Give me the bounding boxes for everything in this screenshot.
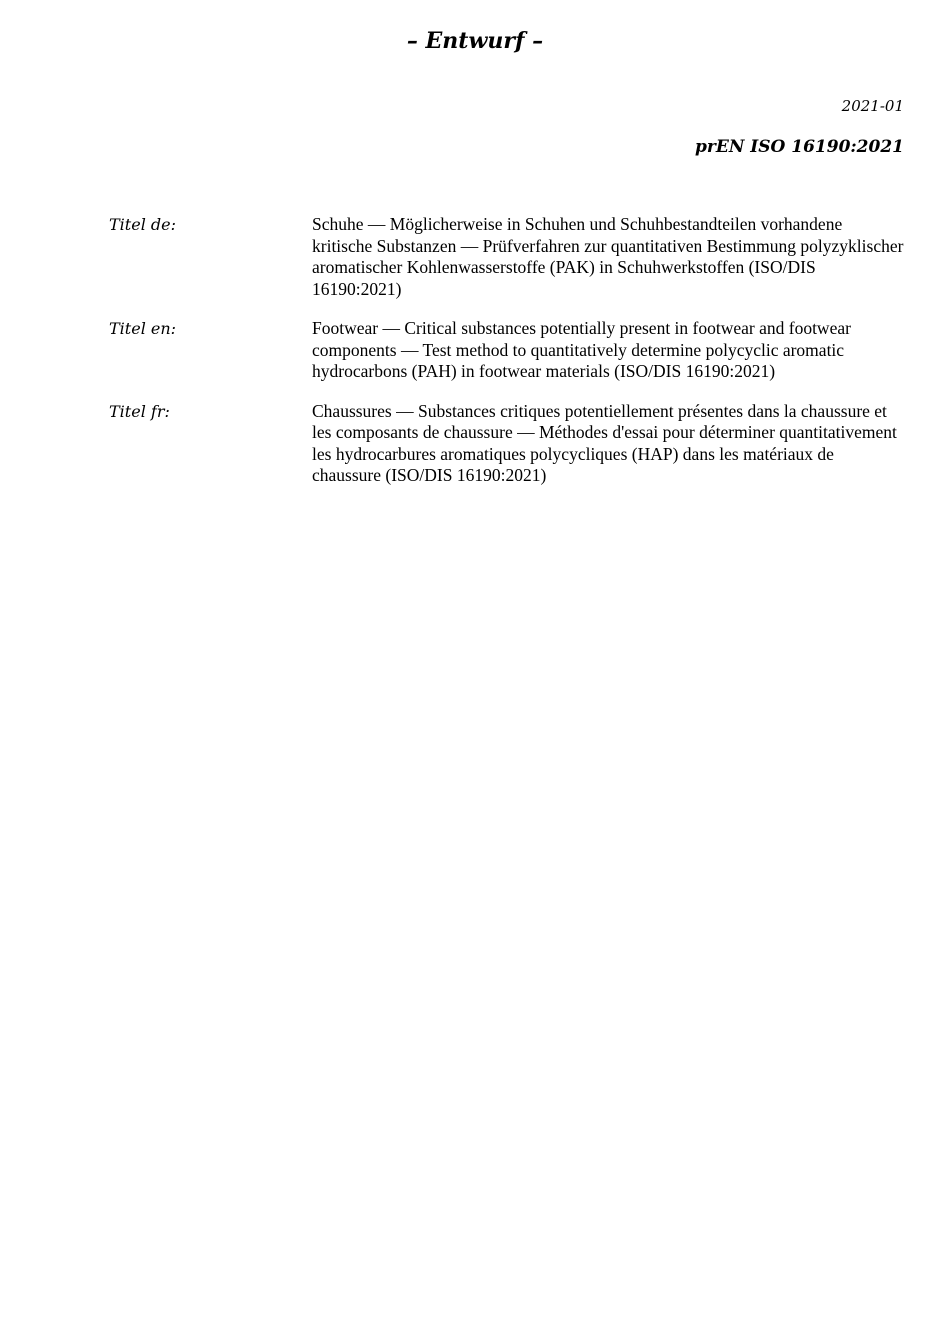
title-label-en: Titel en: (109, 319, 177, 338)
title-row-fr (109, 401, 904, 487)
title-text-de: Schuhe — Möglicherweise in Schuhen und Schuhbestandteilen vorhandene kritische Substanzen — Prüfverfahren zur quantitativen Bestimmung polyzyklischer aromatischer Kohlenwasserstoffe (PAK) in Schuhwerkstoffen (ISO/DIS 16190:2021) (312, 214, 904, 299)
draft-heading: – Entwurf – (406, 28, 544, 54)
title-label-fr: Titel fr: (109, 401, 170, 421)
title-table (109, 214, 904, 505)
title-text-en: Footwear — Critical substances potentially present in footwear and footwear components — Test method to quantitatively determine polycyclic aromatic hydrocarbons (PAH) in footwear materials (ISO/DIS 16190:2021) (312, 318, 851, 381)
title-label-de: Titel de: (109, 215, 176, 234)
title-row-en (109, 318, 904, 383)
title-text-fr: Chaussures — Substances critiques potentiellement présentes dans la chaussure et les composants de chaussure — Méthodes d'essai pour déterminer quantitativement les hydrocarbures aromatiques polycycliques (HAP) dans les matériaux de chaussure (ISO/DIS 16190:2021) (312, 400, 897, 485)
document-date: 2021-01 (841, 97, 904, 115)
document-number: prEN ISO 16190:2021 (695, 137, 904, 157)
title-row-de (109, 214, 904, 300)
